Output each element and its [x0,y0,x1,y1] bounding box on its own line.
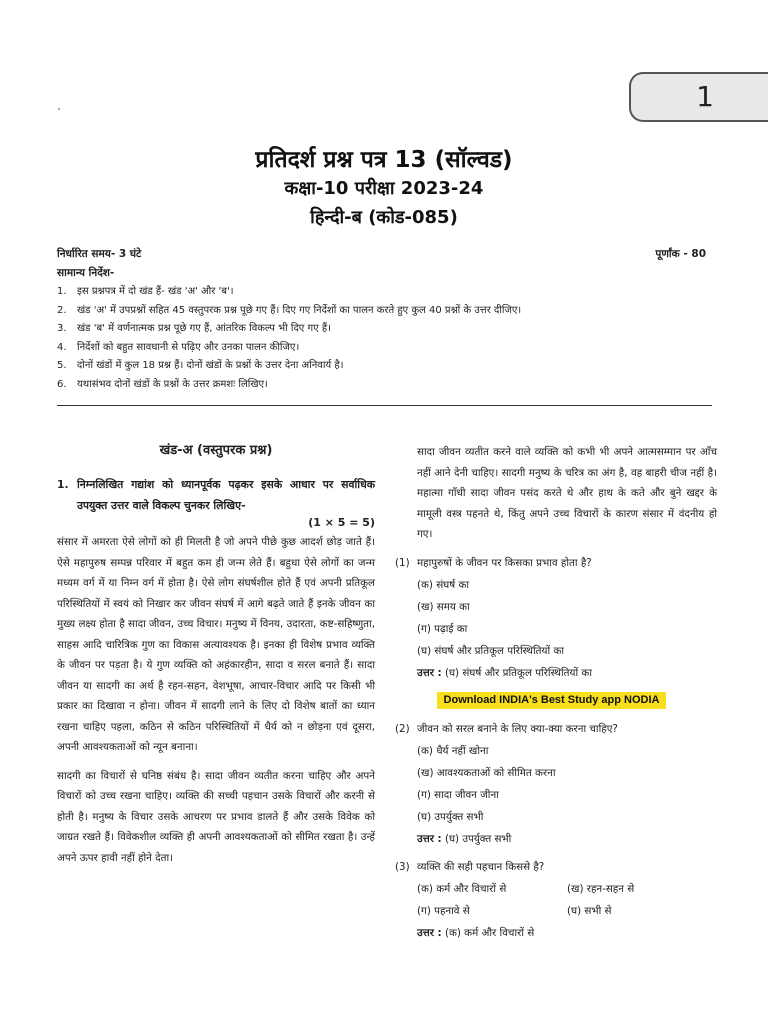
option: (ख) रहन-सहन से [567,882,635,895]
option-row [417,900,717,922]
paper-title: प्रतिदर्श प्रश्न पत्र 13 (सॉल्वड) [255,147,513,173]
answer: उत्तर : (घ) संघर्ष और प्रतिकूल परिस्थितियों का [417,666,592,679]
study-app-banner[interactable]: Download INDIA's Best Study app NODIA [437,692,666,709]
sub-question-2-text: जीवन को सरल बनाने के लिए क्या-क्या करना चाहिए? [417,722,618,735]
instruction-item: 6. यथासंभव दोनों खंडों के प्रश्नों के उत्तर क्रमशः लिखिए। [57,378,268,390]
instruction-item: 4. निर्देशों को बहुत सावधानी से पढ़िए और उनका पालन कीजिए। [57,341,300,353]
page-number: 1 [696,80,714,113]
question-1-marks: (1 × 5 = 5) [308,516,375,529]
answer: उत्तर : (घ) उपर्युक्त सभी [417,832,512,845]
option: (घ) संघर्ष और प्रतिकूल परिस्थितियों का [417,644,565,657]
option: (क) संघर्ष का [417,578,470,591]
sub-question-2: (2) जीवन को सरल बनाने के लिए क्या-क्या करना चाहिए? (क) धैर्य नहीं खोना (ख) आवश्यकताओं को सीमित करना (ग) सादा जीवन जीना (घ) उपर्युक्त सभी उत्तर : (घ) उपर्युक्त सभी [395,719,717,850]
option: (ग) पढ़ाई का [417,622,468,635]
sub-question-1: (1) महापुरुषों के जीवन पर किसका प्रभाव होता है? (क) संघर्ष का (ख) समय का (ग) पढ़ाई का (घ) संघर्ष और प्रतिकूल परिस्थितियों का उत्तर : (घ) संघर्ष और प्रतिकूल परिस्थितियों का [395,553,717,684]
sub-question-1-text: महापुरुषों के जीवन पर किसका प्रभाव होता है? [417,556,592,569]
section-a-title: खंड-अ (वस्तुपरक प्रश्न) [159,443,273,458]
instruction-item: 2. खंड 'अ' में उपप्रश्नों सहित 45 वस्तुपरक प्रश्न पूछे गए हैं। दिए गए निर्देशों का पालन करते हुए कुल 40 प्रश्नों के उत्तर दीजिए। [57,304,522,316]
section-divider [57,405,712,406]
instruction-item: 5. दोनों खंडों में कुल 18 प्रश्न हैं। दोनों खंडों के प्रश्नों के उत्तर देना अनिवार्य है। [57,360,344,371]
option: (घ) सभी से [567,904,612,917]
option-row [417,878,717,900]
option: (ग) पहनावे से [417,904,470,917]
time-allowed: निर्धारित समय- 3 घंटे [57,248,142,260]
passage-paragraph-1: संसार में अमरता ऐसे लोगों को ही मिलती है जो अपने पीछे कुछ आदर्श छोड़ जाते हैं। ऐसे महापुरुष सम्पन्न परिवार में बहुत कम ही जन्म लेते हैं। बहुधा ऐसे लोगों का जन्म मध्यम वर्ग में या निम्न वर्ग में होता है। ऐसे लोग संघर्षशील होते हैं एवं अपनी प्रतिकूल परिस्थितियों में स्वयं को निखार कर जीवन संघर्ष में आगे बढ़ते जाते हैं इनके जीवन का मुख्य लक्ष्य होता है सादा जीवन, उच्च विचार। मनुष्य में विनय, उदारता, कष्ट-सहिष्णुता, साहस आदि चारित्रिक गुण का विकास अत्यावश्यक है। इनका ही विशेष प्रभाव व्यक्ति के जीवन पर पड़ता है। ये गुण व्यक्ति को अहंकारहीन, सादा व सरल बनाते हैं। सादा जीवन या सादगी का अर्थ है रहन-सहन, वेशभूषा, आचार-विचार आदि पर किसी भी प्रकार का दिखावा न होना। जीवन में सादगी लाने के लिए दो विशेष बातों का ध्यान रखना चाहिए पहला, कठिन से कठिन परिस्थितियों में धैर्य को न छोड़ना एवं दूसरा, अपनी आवश्यकताओं को न्यून बनाना। [57,536,375,753]
option: (ग) सादा जीवन जीना [417,788,499,801]
sub-question-3-text: व्यक्ति की सही पहचान किससे है? [417,860,545,873]
right-column [395,442,717,951]
instructions-title: सामान्य निर्देश- [57,267,115,279]
option: (ख) आवश्यकताओं को सीमित करना [417,766,556,779]
answer: उत्तर : (क) कर्म और विचारों से [417,926,535,939]
page-number-tab [629,72,768,122]
left-column [57,440,375,868]
instructions-list [57,283,717,394]
option: (ख) समय का [417,600,470,613]
instruction-item: 3. खंड 'ब' में वर्णनात्मक प्रश्न पूछे गए हैं, आंतरिक विकल्प भी दिए गए हैं। [57,323,331,334]
class-exam-heading: कक्षा-10 परीक्षा 2023-24 [284,178,484,199]
option: (घ) उपर्युक्त सभी [417,810,484,823]
passage-paragraph-3: सादा जीवन व्यतीत करने वाले व्यक्ति को कभी भी अपने आत्मसम्मान पर आँच नहीं आने देनी चाहिए। सादगी मनुष्य के चरित्र का अंग है, वह बाहरी चीज नहीं है। महात्मा गाँधी सादा जीवन पसंद करते थे और हाथ के कते और बुने खद्दर के मामूली वस्त्र पहनते थे, किंतु अपने उच्च विचारों के कारण संसार में वंदनीय हो गए। [417,446,717,540]
instruction-item: 1. इस प्रश्नपत्र में दो खंड हैं- खंड 'अ' और 'ब'। [57,286,234,297]
total-marks: पूर्णांक - 80 [655,248,706,260]
scan-dot [58,108,60,110]
question-1-number: 1. [57,478,69,491]
option: (क) कर्म और विचारों से [417,882,507,895]
option: (क) धैर्य नहीं खोना [417,744,489,757]
passage-paragraph-2: सादगी का विचारों से घनिष्ठ संबंध है। सादा जीवन व्यतीत करना चाहिए और अपने विचारों को उच्च रखना चाहिए। व्यक्ति की सच्ची पहचान उसके विचारों और करनी से होती है। मनुष्य के विचार उसके आचरण पर प्रभाव डालते हैं और उसके विवेक को जाग्रत रखते हैं। विवेकशील व्यक्ति ही अपनी आवश्यकताओं को सीमित रखता है। उन्हें अपने ऊपर हावी नहीं होने देता। [57,769,375,864]
sub-question-3: (3) व्यक्ति की सही पहचान किससे है? (क) कर्म और विचारों से (ख) रहन-सहन से (ग) पहनावे से (घ) सभी से उत्तर : (क) कर्म और विचारों से [395,857,717,944]
subject-heading: हिन्दी-ब (कोड-085) [310,207,458,228]
question-1 [57,474,375,516]
question-1-text: निम्नलिखित गद्यांश को ध्यानपूर्वक पढ़कर इसके आधार पर सर्वाधिक उपयुक्त उत्तर वाले विकल्प चुनकर लिखिए- [77,478,375,512]
